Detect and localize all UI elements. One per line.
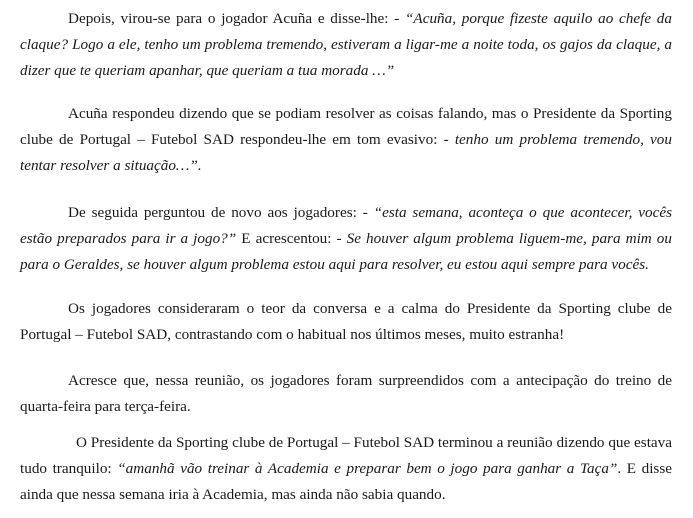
italic-quote: Se houver algum problema liguem-me, para mim ou para o Geraldes, se houver algum problema estou aqui para resolver, eu estou aqui sempre para vocês. <box>20 230 672 273</box>
italic-quote: “Acuña, porque fizeste aquilo ao chefe da claque? Logo a ele, tenho um problema tremendo, estiveram a ligar-me a noite toda, os gajos da claque, a dizer que te queriam apanhar, que queriam a tua morada …” <box>20 10 672 79</box>
paragraph-training-moved <box>20 368 672 420</box>
text-run: Os jogadores consideraram o teor da conversa e a calma do Presidente da Sporting clube de Portugal – Futebol SAD, contrastando com o habitual nos últimos meses, muito estranha! <box>20 300 672 343</box>
text-run: De seguida perguntou de novo aos jogadores: - <box>68 204 374 221</box>
text-run: Acresce que, nessa reunião, os jogadores foram surpreendidos com a antecipação do treino de quarta-feira para terça-feira. <box>20 372 672 415</box>
text-run: E acrescentou: - <box>236 230 347 247</box>
paragraph-question-to-players <box>20 200 672 278</box>
text-run: . E disse ainda que nessa semana iria à Academia, mas ainda não sabia quando. <box>20 460 672 503</box>
italic-quote: tenho um problema tremendo, vou tentar resolver a situação…”. <box>20 131 672 174</box>
text-run: O Presidente da Sporting clube de Portugal – Futebol SAD terminou a reunião dizendo que estava tudo tranquilo: <box>20 434 672 477</box>
italic-quote: “esta semana, aconteça o que acontecer, vocês estão preparados para ir a jogo?” <box>20 204 672 247</box>
paragraph-meeting-end <box>20 430 672 508</box>
italic-quote: “amanhã vão treinar à Academia e preparar bem o jogo para ganhar a Taça” <box>117 460 618 477</box>
paragraph-players-reaction <box>20 296 672 348</box>
paragraph-acuna-reply <box>20 101 672 179</box>
text-run: Acuña respondeu dizendo que se podiam resolver as coisas falando, mas o Presidente da Sporting clube de Portugal – Futebol SAD respondeu-lhe em tom evasivo: - <box>20 105 672 148</box>
paragraph-acuna-question <box>20 6 672 84</box>
text-run: Depois, virou-se para o jogador Acuña e disse-lhe: - <box>68 10 405 27</box>
